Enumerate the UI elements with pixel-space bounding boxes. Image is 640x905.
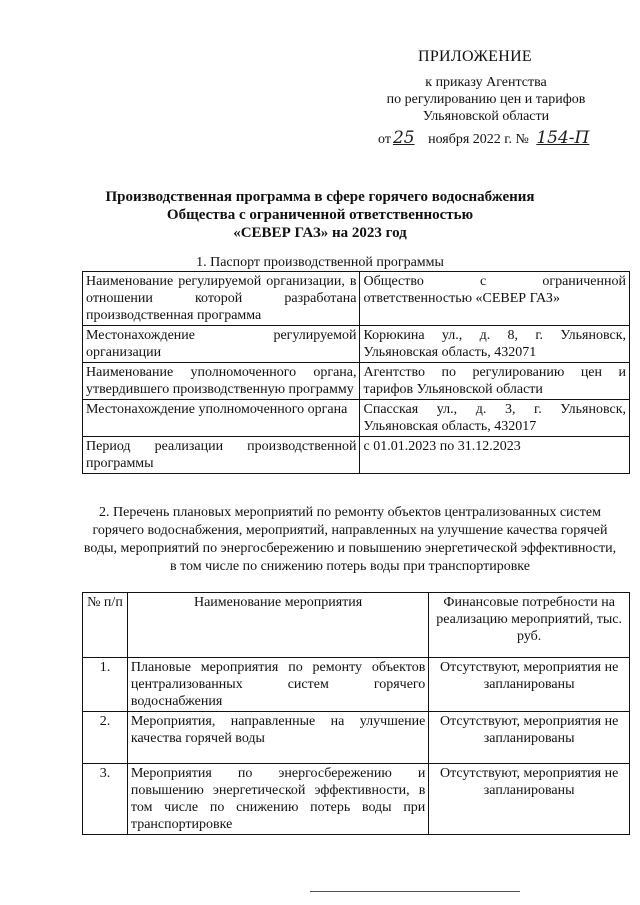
- handwritten-day: 25: [392, 128, 415, 148]
- measure-name: Плановые мероприятия по ремонту объектов централизованных систем горячего водоснабжения: [127, 658, 428, 712]
- table-row: [83, 272, 630, 326]
- title-line-3: «СЕВЕР ГАЗ» на 2023 год: [233, 225, 407, 241]
- table-header-row: [83, 593, 630, 658]
- handwritten-order-number: 154-П: [536, 128, 590, 148]
- passport-value: Корюкина ул., д. 8, г. Ульяновск, Ульяновская область, 432071: [360, 326, 630, 363]
- document-title: [60, 188, 580, 242]
- column-header-num: № п/п: [83, 593, 128, 658]
- measure-finance: Отсутствуют, мероприятия не запланированы: [429, 712, 630, 764]
- date-prefix: от: [378, 132, 391, 147]
- table-row: [83, 437, 630, 474]
- row-number: 1.: [83, 658, 128, 712]
- row-number: 2.: [83, 712, 128, 764]
- title-line-2: Общества с ограниченной ответственностью: [166, 207, 474, 223]
- passport-label: Местонахождение регулируемой организации: [83, 326, 360, 363]
- order-reference: [366, 74, 606, 125]
- measure-name: Мероприятия, направленные на улучшение качества горячей воды: [127, 712, 428, 764]
- order-line-1: к приказу Агентства: [425, 75, 547, 90]
- table-row: [83, 712, 630, 764]
- passport-value: Общество с ограниченной ответственностью «СЕВЕР ГАЗ»: [360, 272, 630, 326]
- passport-value: Агентство по регулированию цен и тарифов Ульяновской области: [360, 363, 630, 400]
- passport-label: Наименование регулируемой организации, в отношении которой разработана производственная программа: [83, 272, 360, 326]
- appendix-label: ПРИЛОЖЕНИЕ: [418, 48, 533, 65]
- table-row: [83, 326, 630, 363]
- order-line-3: Ульяновской области: [422, 109, 550, 124]
- order-line-2: по регулированию цен и тарифов: [386, 92, 586, 107]
- order-date-line: [378, 128, 589, 148]
- passport-table: [82, 271, 630, 474]
- measure-name: Мероприятия по энергосбережению и повышению энергетической эффективности, в том числе по снижению потерь воды при транспортировке: [127, 764, 428, 835]
- column-header-name: Наименование мероприятия: [127, 593, 428, 658]
- column-header-finance: Финансовые потребности на реализацию мероприятий, тыс. руб.: [429, 593, 630, 658]
- table-row: [83, 658, 630, 712]
- measures-table: [82, 592, 630, 835]
- title-line-1: Производственная программа в сфере горячего водоснабжения: [105, 189, 535, 205]
- footer-separator: [310, 891, 520, 892]
- passport-value: с 01.01.2023 по 31.12.2023: [360, 437, 630, 474]
- measure-finance: Отсутствуют, мероприятия не запланированы: [429, 764, 630, 835]
- passport-label: Период реализации производственной программы: [83, 437, 360, 474]
- table-row: [83, 764, 630, 835]
- section1-heading: 1. Паспорт производственной программы: [196, 255, 444, 270]
- row-number: 3.: [83, 764, 128, 835]
- table-row: [83, 400, 630, 437]
- passport-value: Спасская ул., д. 3, г. Ульяновск, Ульяновская область, 432017: [360, 400, 630, 437]
- passport-label: Наименование уполномоченного органа, утвердившего производственную программу: [83, 363, 360, 400]
- table-row: [83, 363, 630, 400]
- date-text: ноября 2022 г. №: [428, 132, 529, 147]
- section2-heading: 2. Перечень плановых мероприятий по ремонту объектов централизованных систем горячего водоснабжения, мероприятий, направленных на улучшение качества горячей воды, мероприятий по энергосбережению и повышению энергетической эффективности, в том числе по снижению потерь воды при транспортировке: [83, 505, 617, 574]
- measure-finance: Отсутствуют, мероприятия не запланированы: [429, 658, 630, 712]
- passport-label: Местонахождение уполномоченного органа: [83, 400, 360, 437]
